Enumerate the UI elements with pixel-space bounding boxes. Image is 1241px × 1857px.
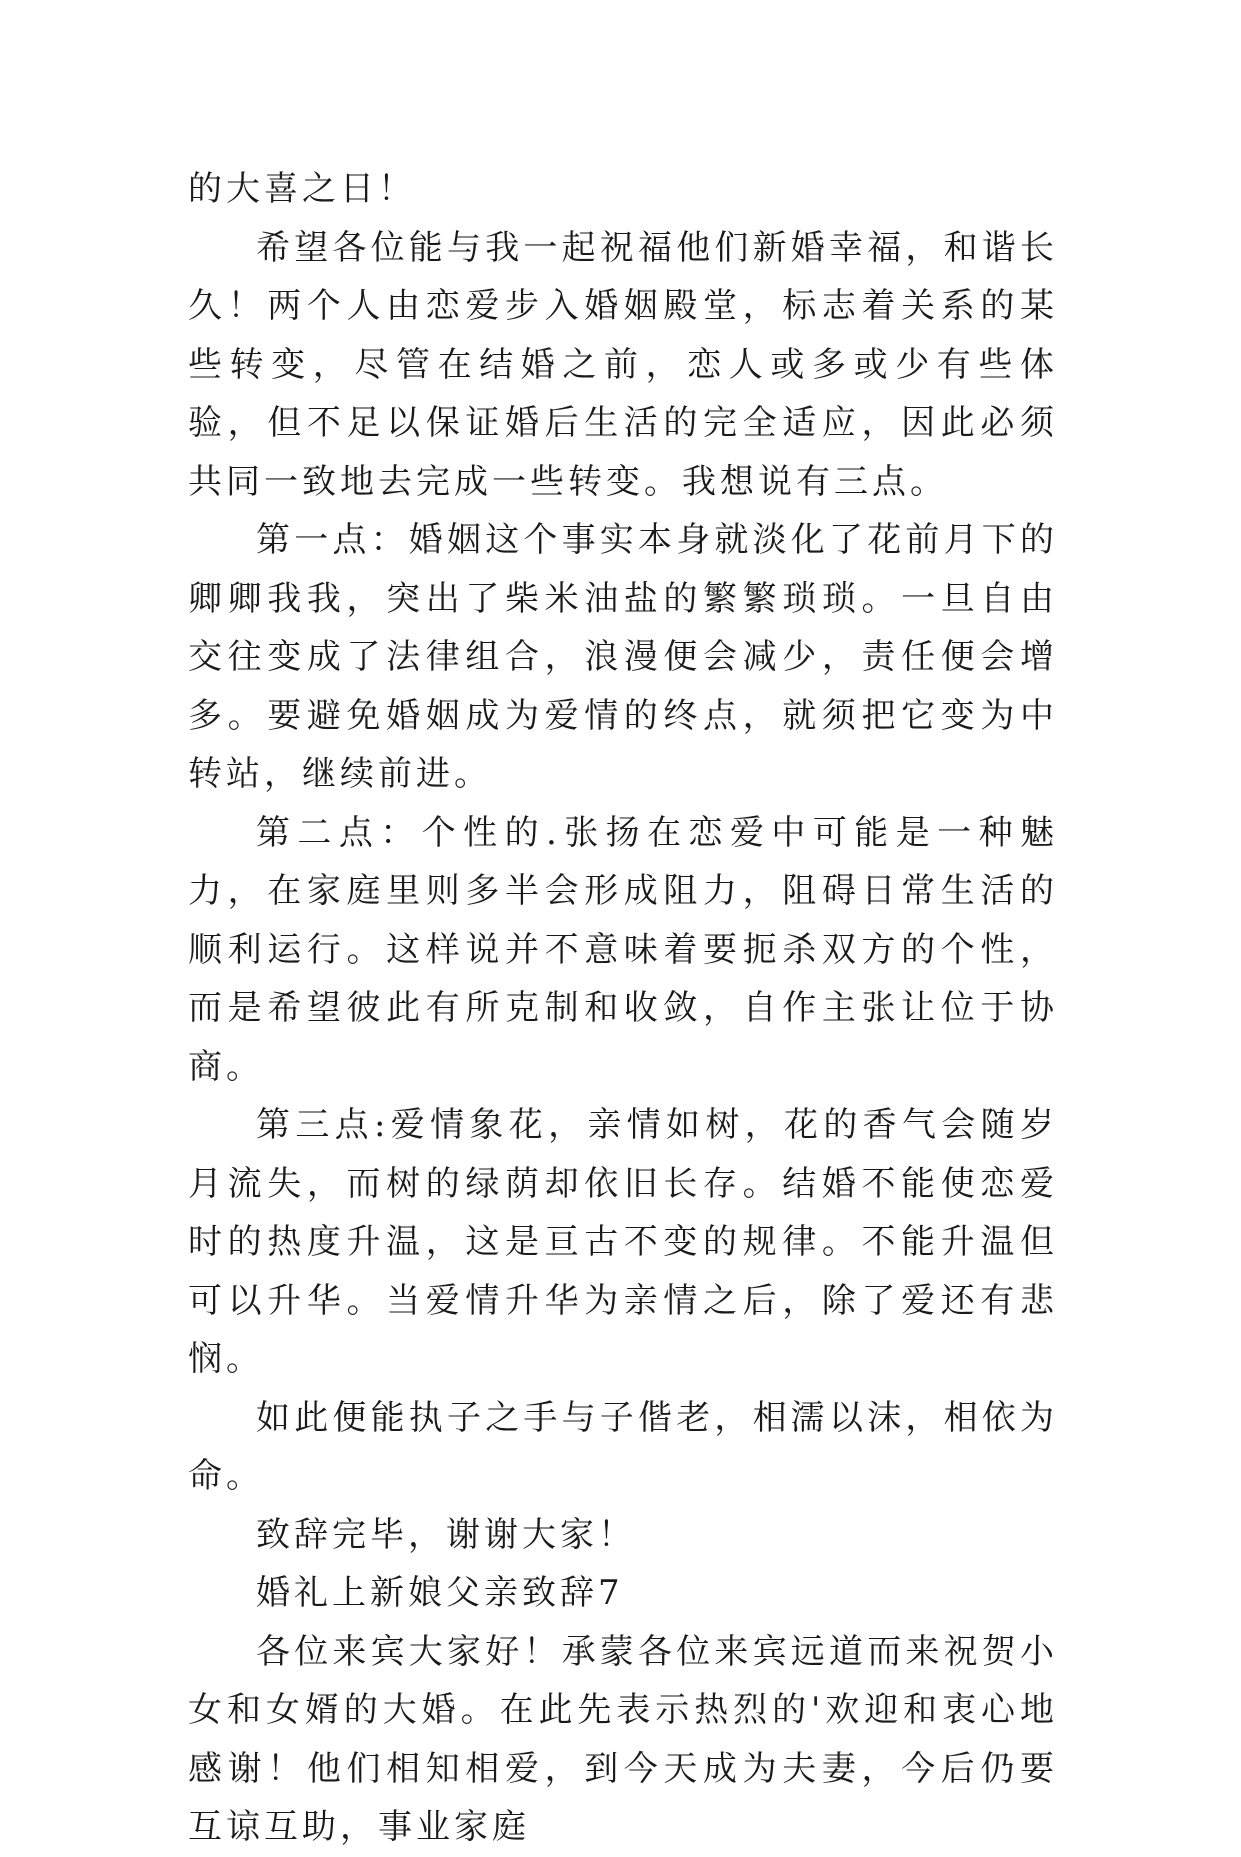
paragraph-continuation: 的大喜之日！ — [188, 169, 416, 209]
document-body — [188, 160, 1058, 1857]
paragraph-point-one: 第一点：婚姻这个事实本身就淡化了花前月下的卿卿我我，突出了柴米油盐的繁繁琐琐。一旦自由交往变成了法律组合，浪漫便会减少，责任便会增多。要避免婚姻成为爱情的终点，就须把它变为中转站，继续前进。 — [188, 520, 1058, 794]
paragraph-point-three: 第三点:爱情象花，亲情如树，花的香气会随岁月流失，而树的绿荫却依旧长存。结婚不能使恋爱时的热度升温，这是亘古不变的规律。不能升温但可以升华。当爱情升华为亲情之后，除了爱还有悲悯。 — [188, 1105, 1058, 1379]
paragraph-blessing: 如此便能执子之手与子偕老，相濡以沫，相依为命。 — [188, 1397, 1058, 1496]
section-heading: 婚礼上新娘父亲致辞7 — [256, 1573, 624, 1613]
paragraph-point-two: 第二点：个性的.张扬在恋爱中可能是一种魅力，在家庭里则多半会形成阻力，阻碍日常生活的顺利运行。这样说并不意味着要扼杀双方的个性，而是希望彼此有所克制和收敛，自作主张让位于协商。 — [188, 812, 1058, 1087]
paragraph-wishes: 希望各位能与我一起祝福他们新婚幸福，和谐长久！两个人由恋爱步入婚姻殿堂，标志着关系的某些转变，尽管在结婚之前，恋人或多或少有些体验，但不足以保证婚后生活的完全适应，因此必须共同一致地去完成一些转变。我想说有三点。 — [188, 227, 1058, 502]
paragraph-greeting: 各位来宾大家好！承蒙各位来宾远道而来祝贺小女和女婿的大婚。在此先表示热烈的'欢迎和衷心地感谢！他们相知相爱，到今天成为夫妻，今后仍要互谅互助，事业家庭 — [188, 1631, 1058, 1847]
paragraph-closing: 致辞完毕，谢谢大家！ — [256, 1514, 636, 1555]
